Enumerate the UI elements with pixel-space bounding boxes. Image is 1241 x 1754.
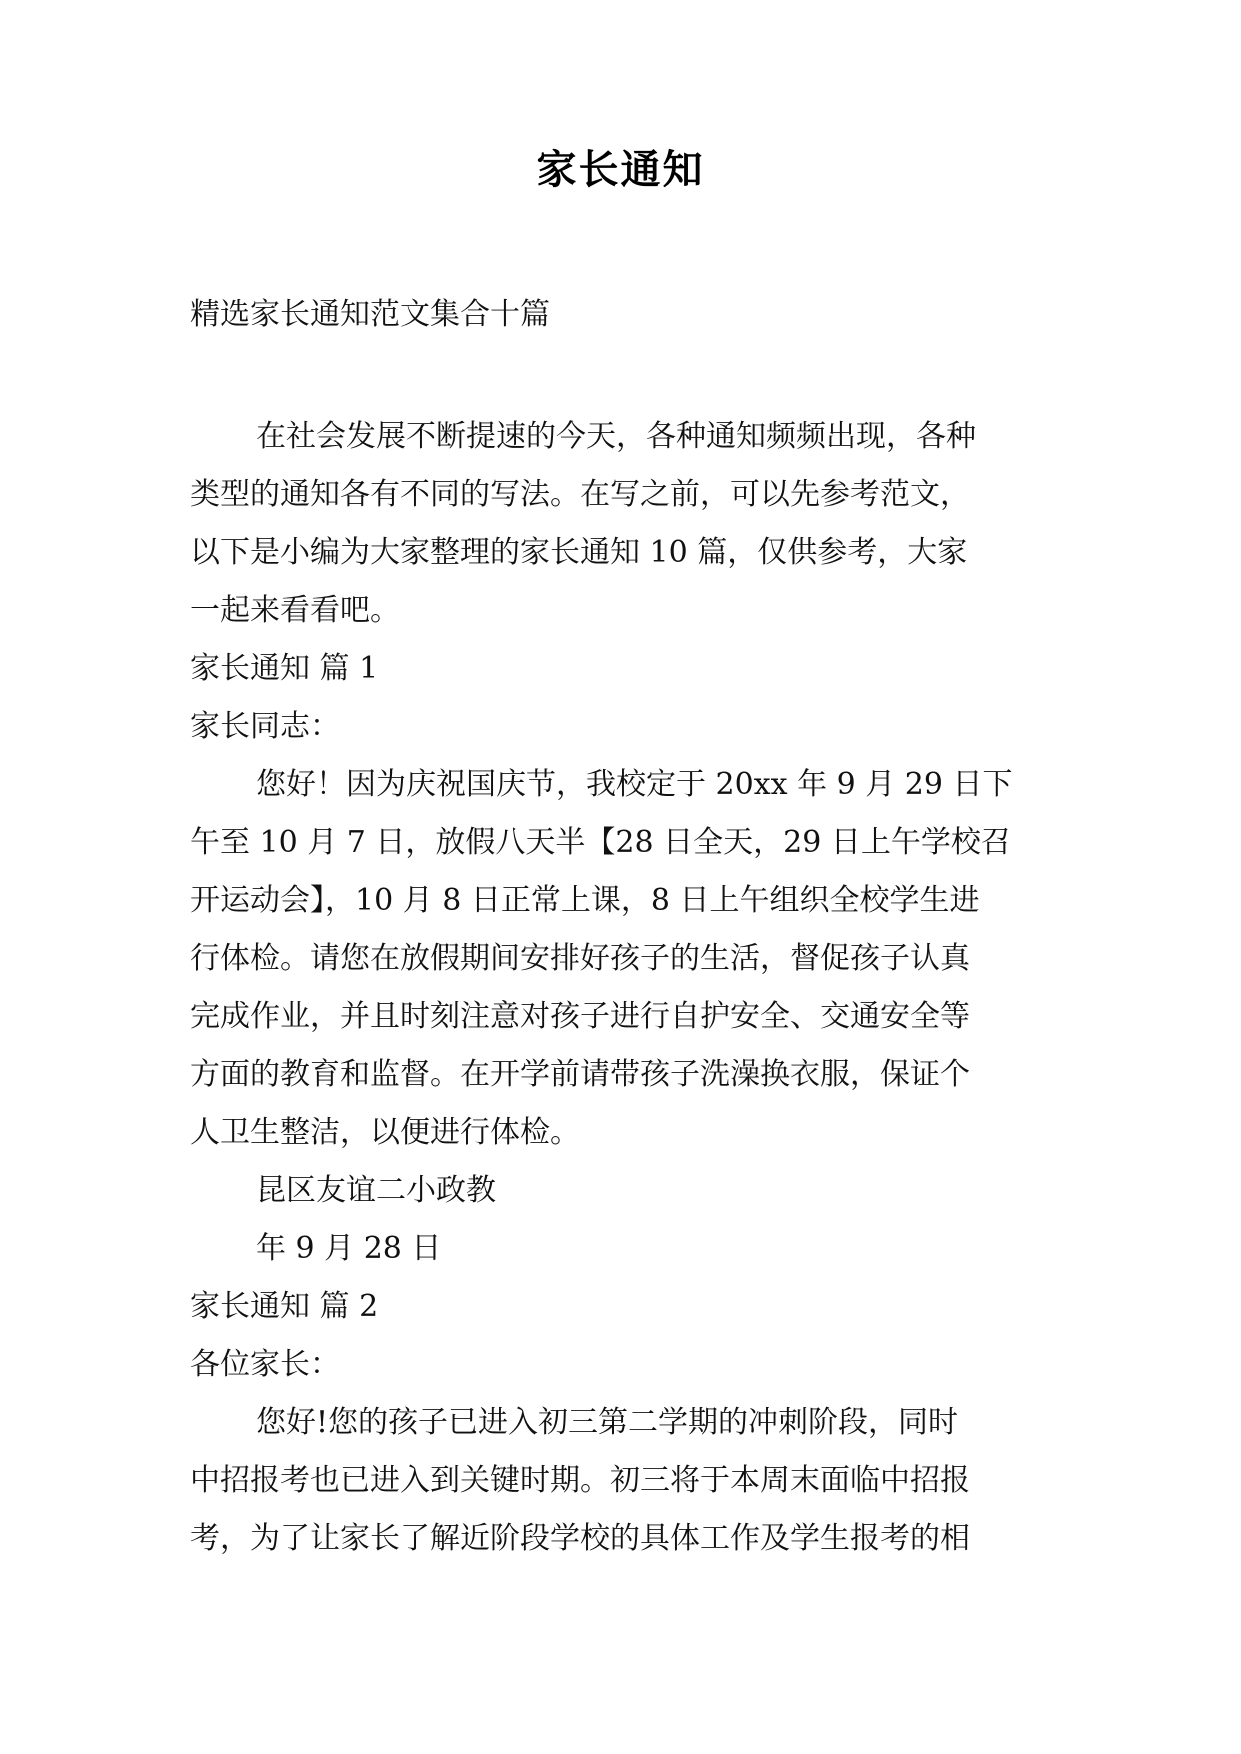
body-line: 类型的通知各有不同的写法。在写之前，可以先参考范文，: [190, 477, 970, 512]
body-line: 昆区友谊二小政教: [256, 1173, 496, 1208]
body-line: 年 9 月 28 日: [256, 1231, 442, 1266]
body-line: 家长通知 篇 1: [190, 651, 379, 686]
body-line: 您好!您的孩子已进入初三第二学期的冲刺阶段，同时: [256, 1405, 959, 1440]
body-line: 以下是小编为大家整理的家长通知 10 篇，仅供参考，大家: [190, 535, 968, 570]
document-body: [190, 408, 1060, 1568]
body-line: 家长同志：: [190, 709, 340, 744]
body-line: 开运动会】，10 月 8 日正常上课，8 日上午组织全校学生进: [190, 883, 980, 918]
body-line: 家长通知 篇 2: [190, 1289, 379, 1324]
body-line: 您好！因为庆祝国庆节，我校定于 20xx 年 9 月 29 日下: [256, 767, 1013, 802]
body-line: 人卫生整洁，以便进行体检。: [190, 1115, 580, 1150]
body-line: 午至 10 月 7 日，放假八天半【28 日全天，29 日上午学校召: [190, 825, 1011, 860]
document-subtitle: 精选家长通知范文集合十篇: [190, 297, 550, 332]
body-line: 考，为了让家长了解近阶段学校的具体工作及学生报考的相: [190, 1521, 970, 1556]
document-title: 家长通知: [536, 147, 705, 193]
body-line: 各位家长：: [190, 1347, 340, 1382]
body-line: 方面的教育和监督。在开学前请带孩子洗澡换衣服，保证个: [190, 1057, 970, 1092]
body-line: 在社会发展不断提速的今天，各种通知频频出现，各种: [256, 419, 976, 454]
body-line: 完成作业，并且时刻注意对孩子进行自护安全、交通安全等: [190, 999, 970, 1034]
body-line: 行体检。请您在放假期间安排好孩子的生活，督促孩子认真: [190, 941, 970, 976]
body-line: 中招报考也已进入到关键时期。初三将于本周末面临中招报: [190, 1463, 970, 1498]
body-line: 一起来看看吧。: [190, 593, 400, 628]
